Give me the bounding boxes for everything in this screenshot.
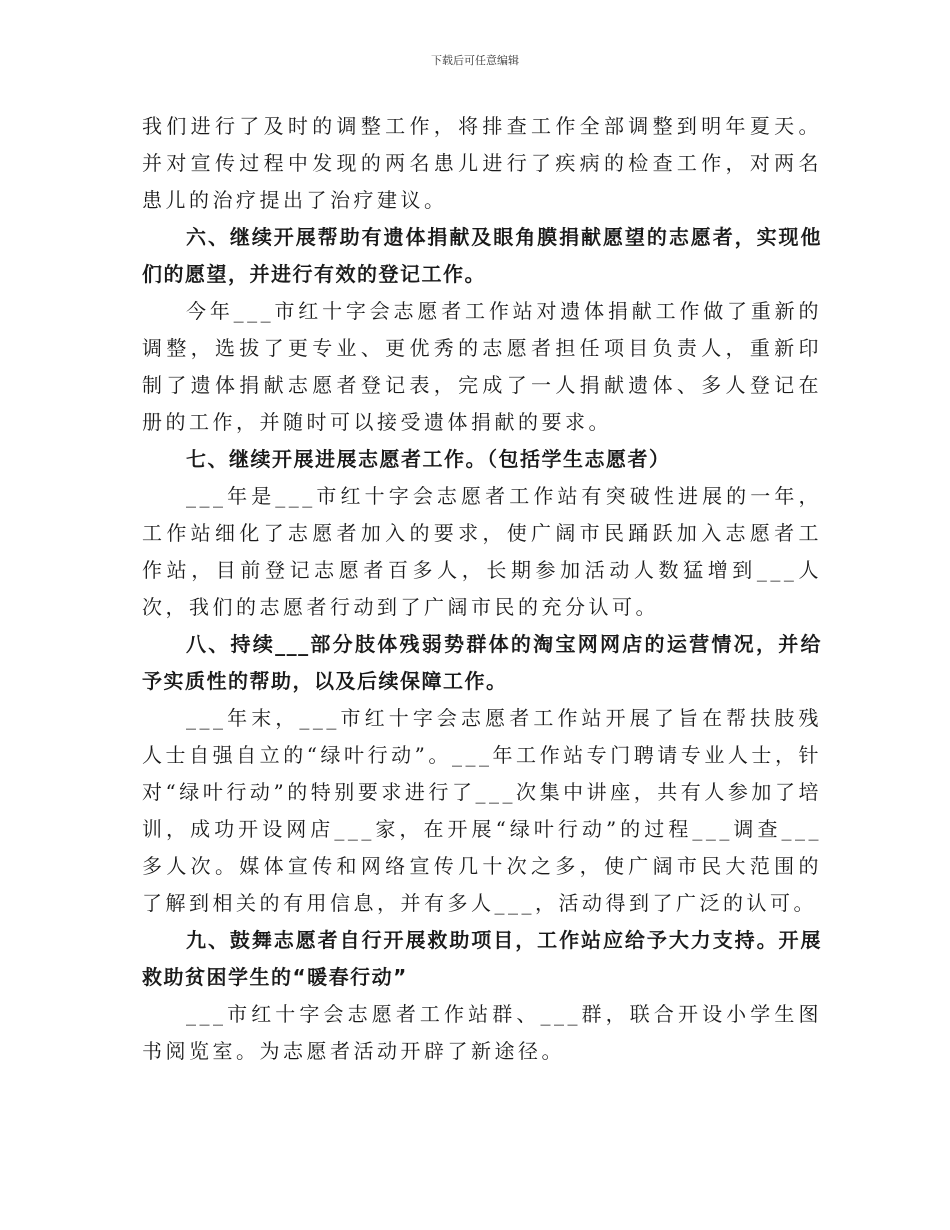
page-header: 下载后可任意编辑 <box>431 54 519 67</box>
section-heading: 七、继续开展进展志愿者工作。（包括学生志愿者） <box>186 447 671 471</box>
paragraph: ___年末，___市红十字会志愿者工作站开展了旨在帮扶肢残人士自强自立的“绿叶行动”。___年工作站专门聘请专业人士，针对“绿叶行动”的特别要求进行了___次集中讲座，共有人参加了培训，成功开设网店___家，在开展“绿叶行动”的过程___调查___多人次。媒体宣传和网络宣传几十次之多，使广阔市民大范围的了解到相关的有用信息，并有多人___，活动得到了广泛的认可。 <box>142 706 822 915</box>
paragraph: 今年___市红十字会志愿者工作站对遗体捐献工作做了重新的调整，选拔了更专业、更优秀的志愿者担任项目负责人，重新印制了遗体捐献志愿者登记表，完成了一人捐献遗体、多人登记在册的工作，并随时可以接受遗体捐献的要求。 <box>142 299 822 434</box>
paragraph: 我们进行了及时的调整工作，将排查工作全部调整到明年夏天。并对宣传过程中发现的两名患儿进行了疾病的检查工作，对两名患儿的治疗提出了治疗建议。 <box>142 114 822 212</box>
section-heading: 九、鼓舞志愿者自行开展救助项目，工作站应给予大力支持。开展救助贫困学生的“暖春行动” <box>142 928 822 989</box>
section-heading: 八、持续___部分肢体残弱势群体的淘宝网网店的运营情况，并给予实质性的帮助，以及后续保障工作。 <box>142 632 822 693</box>
document-body <box>142 108 822 1070</box>
paragraph: ___年是___市红十字会志愿者工作站有突破性进展的一年，工作站细化了志愿者加入的要求，使广阔市民踊跃加入志愿者工作站，目前登记志愿者百多人，长期参加活动人数猛增到___人次，我们的志愿者行动到了广阔市民的充分认可。 <box>142 484 822 619</box>
section-heading: 六、继续开展帮助有遗体捐献及眼角膜捐献愿望的志愿者，实现他们的愿望，并进行有效的登记工作。 <box>142 225 822 286</box>
paragraph: ___市红十字会志愿者工作站群、___群，联合开设小学生图书阅览室。为志愿者活动开辟了新途径。 <box>142 1002 822 1063</box>
